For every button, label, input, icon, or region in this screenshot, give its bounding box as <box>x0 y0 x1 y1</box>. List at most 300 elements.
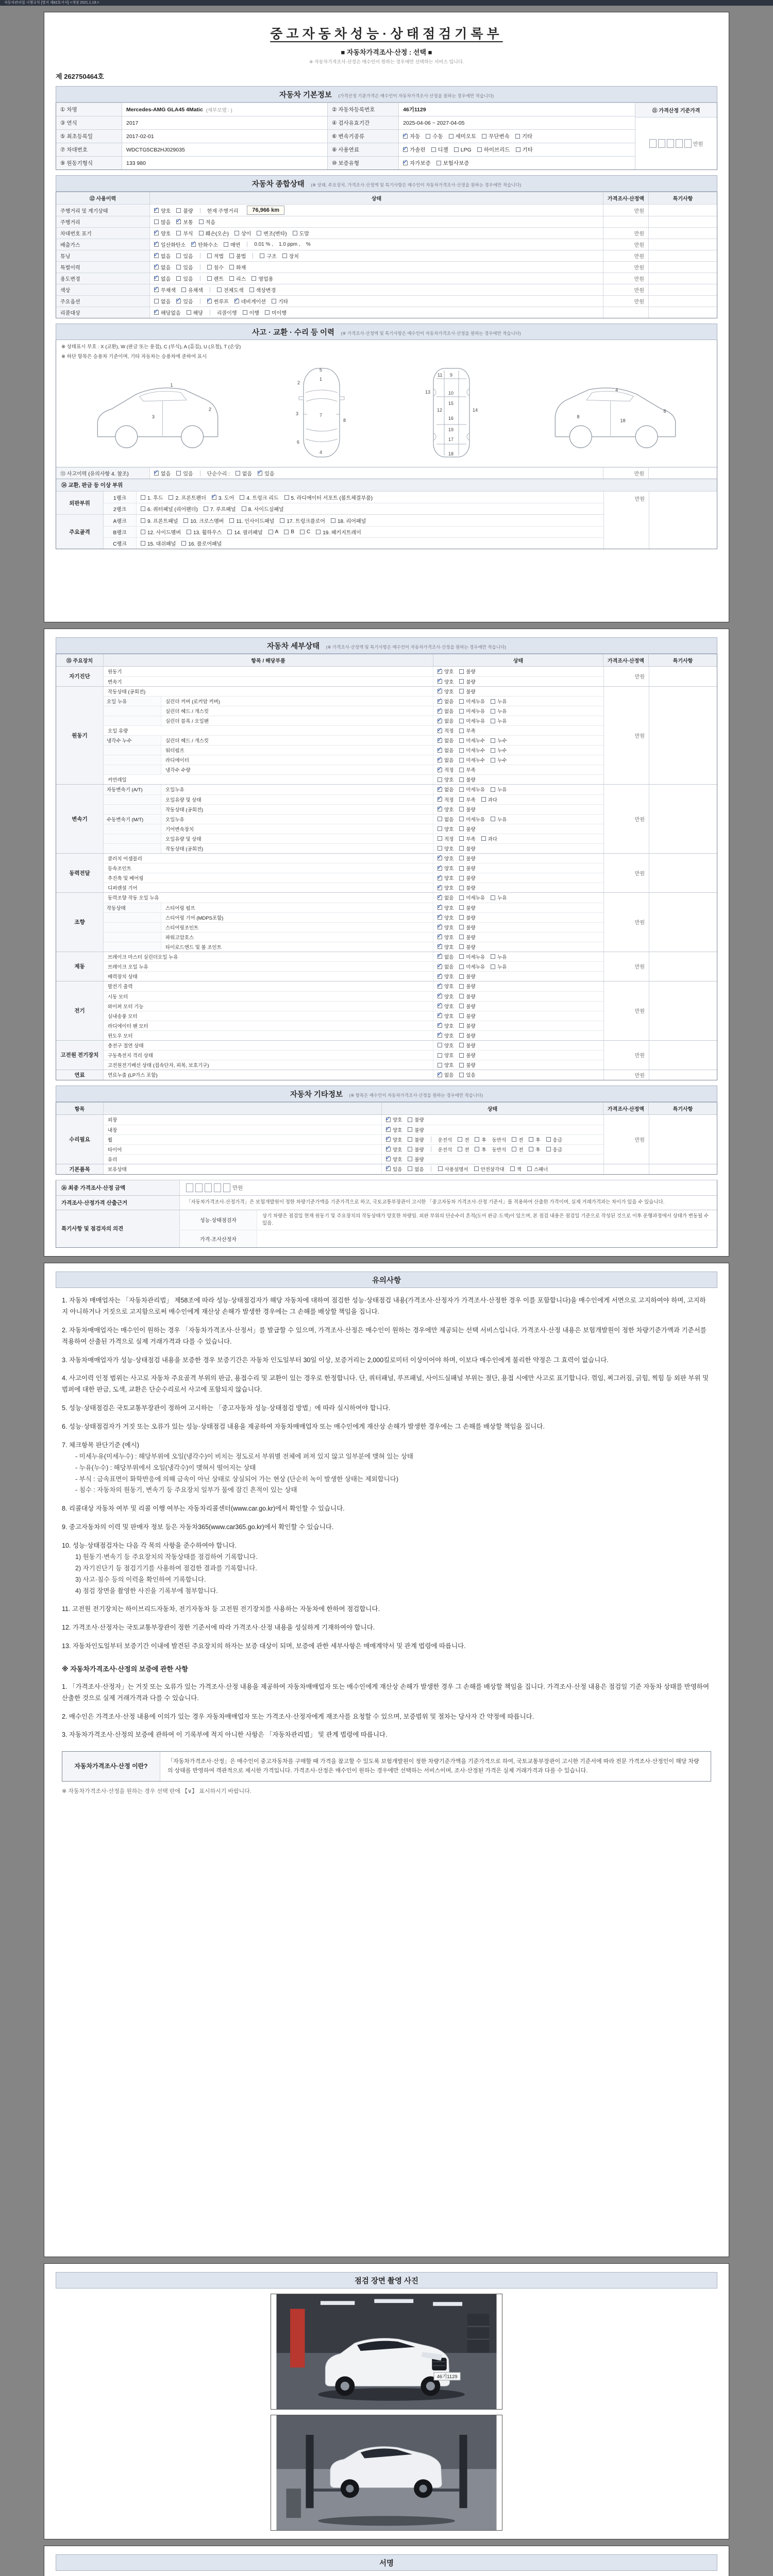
checkbox[interactable] <box>386 1127 391 1132</box>
row-label: 특별이력 <box>56 262 150 273</box>
checkbox[interactable] <box>459 935 464 939</box>
device-rows <box>104 952 603 981</box>
checkbox[interactable] <box>459 1043 464 1047</box>
checkbox[interactable] <box>438 1063 442 1067</box>
state-option <box>438 1022 453 1029</box>
checkbox[interactable] <box>438 709 442 714</box>
checkbox[interactable] <box>482 134 486 139</box>
checkbox[interactable] <box>154 253 159 258</box>
checkbox[interactable] <box>491 738 495 743</box>
checkbox[interactable] <box>491 964 495 969</box>
checkbox[interactable] <box>459 886 464 890</box>
section-notice-header <box>56 1272 717 1288</box>
checkbox[interactable] <box>240 495 244 500</box>
notice-item <box>62 1325 711 1348</box>
detail-table <box>56 654 717 1080</box>
checkbox[interactable] <box>282 253 287 258</box>
checkbox[interactable] <box>438 954 442 959</box>
item-state <box>433 933 603 942</box>
state-option <box>527 1165 548 1173</box>
form-reference: 자동차관리법 시행규칙 [별지 제82호서식] <개정 2021.1.19.> <box>0 0 773 6</box>
table-row <box>56 239 717 250</box>
checkbox[interactable] <box>516 147 520 152</box>
checkbox[interactable] <box>176 231 181 235</box>
checkbox[interactable] <box>154 299 159 303</box>
note-cell <box>649 205 717 216</box>
exchange-body <box>56 492 717 549</box>
checkbox[interactable] <box>459 787 464 792</box>
device-group-label: 기본품목 <box>56 1164 104 1174</box>
checkbox[interactable] <box>408 1147 412 1151</box>
checkbox[interactable] <box>176 276 181 281</box>
checkbox[interactable] <box>438 866 442 871</box>
state-option <box>154 218 171 226</box>
row-label: 차대번호 표기 <box>56 228 150 239</box>
section-comprehensive-header <box>56 175 717 192</box>
checkbox[interactable] <box>475 1147 479 1151</box>
checkbox[interactable] <box>272 299 276 303</box>
checkbox[interactable] <box>141 506 145 511</box>
checkbox[interactable] <box>181 541 186 546</box>
checkbox[interactable] <box>141 518 145 523</box>
checkbox[interactable] <box>438 1004 442 1008</box>
checkbox[interactable] <box>510 1166 515 1171</box>
state-option <box>386 1136 402 1143</box>
checkbox[interactable] <box>386 1157 391 1161</box>
checkbox[interactable] <box>176 299 181 303</box>
checkbox[interactable] <box>438 699 442 704</box>
state-option <box>474 1165 505 1173</box>
checkbox[interactable] <box>438 935 442 939</box>
checkbox[interactable] <box>141 541 145 546</box>
item-label: 디퍼렌셜 기어 <box>104 883 433 892</box>
checkbox[interactable] <box>293 231 297 235</box>
checkbox[interactable] <box>438 1166 443 1171</box>
checkbox[interactable] <box>438 787 442 792</box>
rank-rows <box>104 492 603 514</box>
checkbox[interactable] <box>459 895 464 900</box>
checkbox[interactable] <box>217 287 222 292</box>
checkbox[interactable] <box>459 856 464 860</box>
checkbox[interactable] <box>176 208 181 213</box>
checkbox[interactable] <box>207 276 212 281</box>
checkbox[interactable] <box>187 530 191 534</box>
checkbox[interactable] <box>438 689 442 693</box>
checkbox[interactable] <box>438 1023 442 1028</box>
checkbox[interactable] <box>154 219 159 224</box>
checkbox[interactable] <box>227 530 232 534</box>
checkbox[interactable] <box>438 777 442 782</box>
notice-subtext: - 누유(누수) : 해당부위에서 오일(냉각수)이 맺혀서 떨어지는 상태 <box>75 1464 256 1471</box>
checkbox[interactable] <box>529 1147 533 1151</box>
device-row <box>104 1134 603 1144</box>
checkbox[interactable] <box>438 974 442 979</box>
checkbox[interactable] <box>154 242 159 247</box>
checkbox[interactable] <box>474 1166 479 1171</box>
checkbox[interactable] <box>491 954 495 959</box>
checkbox[interactable] <box>459 1033 464 1038</box>
checkbox[interactable] <box>403 161 408 165</box>
checkbox[interactable] <box>300 530 305 534</box>
note-cell <box>649 1164 717 1174</box>
checkbox[interactable] <box>491 758 495 762</box>
checkbox[interactable] <box>459 905 464 910</box>
checkbox[interactable] <box>512 1137 516 1142</box>
checkbox[interactable] <box>224 242 228 247</box>
checkbox[interactable] <box>459 944 464 949</box>
option-label: 매연 <box>230 243 241 248</box>
checkbox[interactable] <box>408 1127 412 1132</box>
checkbox[interactable] <box>481 836 486 841</box>
price-cell: 만원 <box>603 296 649 307</box>
checkbox[interactable] <box>459 866 464 871</box>
checkbox[interactable] <box>438 669 442 674</box>
checkbox[interactable] <box>386 1117 391 1122</box>
checkbox[interactable] <box>176 219 181 224</box>
checkbox[interactable] <box>491 787 495 792</box>
checkbox[interactable] <box>249 287 254 292</box>
state-option <box>546 1146 562 1153</box>
checkbox[interactable] <box>176 253 181 258</box>
state-option <box>244 206 284 215</box>
state-option <box>491 894 507 901</box>
option-label: 기타 <box>522 133 533 140</box>
device-row <box>104 1041 603 1050</box>
checkbox[interactable] <box>491 709 495 714</box>
checkbox[interactable] <box>438 856 442 860</box>
checkbox[interactable] <box>265 310 270 315</box>
checkbox[interactable] <box>438 817 442 821</box>
state-option <box>224 241 240 248</box>
checkbox[interactable] <box>459 1053 464 1058</box>
rank-items <box>137 503 603 514</box>
checkbox[interactable] <box>154 208 159 213</box>
checkbox[interactable] <box>408 1117 412 1122</box>
state-option <box>491 816 507 823</box>
option-label: 2. 프론트펜더 <box>175 495 206 501</box>
checkbox[interactable] <box>438 679 442 684</box>
checkbox[interactable] <box>459 1063 464 1067</box>
checkbox[interactable] <box>459 768 464 772</box>
option-label: 양호 <box>444 1004 454 1010</box>
checkbox[interactable] <box>459 925 464 929</box>
checkbox[interactable] <box>546 1137 551 1142</box>
state-option <box>459 993 475 1000</box>
svg-text:10: 10 <box>448 391 454 396</box>
checkbox[interactable] <box>207 265 212 269</box>
option-label: 불량 <box>466 905 476 911</box>
checkbox[interactable] <box>515 134 520 139</box>
state-option <box>191 241 218 248</box>
state-option <box>459 698 485 705</box>
checkbox[interactable] <box>458 1147 462 1151</box>
checkbox[interactable] <box>459 876 464 880</box>
checkbox[interactable] <box>459 719 464 723</box>
state-option <box>234 297 266 305</box>
option-label: 누유 <box>497 964 507 970</box>
state-option <box>516 146 533 154</box>
price-digit-box <box>676 139 683 148</box>
checkbox[interactable] <box>491 895 495 900</box>
checkbox[interactable] <box>438 1053 442 1058</box>
price-notice-title: ※ 자동차가격조사·산정의 보증에 관한 사항 <box>62 1665 188 1673</box>
checkbox[interactable] <box>204 506 208 511</box>
checkbox[interactable] <box>212 495 216 500</box>
price-cell: 만원 <box>603 667 649 686</box>
checkbox[interactable] <box>229 276 234 281</box>
checkbox[interactable] <box>459 964 464 969</box>
checkbox[interactable] <box>426 134 430 139</box>
checkbox[interactable] <box>475 1137 479 1142</box>
checkbox[interactable] <box>512 1147 516 1151</box>
checkbox[interactable] <box>527 1166 532 1171</box>
item-label: 라디에이터 <box>161 755 433 765</box>
checkbox[interactable] <box>459 826 464 831</box>
checkbox[interactable] <box>229 518 234 523</box>
state-option <box>438 934 453 941</box>
checkbox[interactable] <box>491 719 495 723</box>
checkbox[interactable] <box>258 471 262 476</box>
checkbox[interactable] <box>284 530 289 534</box>
state-option <box>187 528 222 536</box>
state-option <box>438 874 453 882</box>
checkbox[interactable] <box>438 905 442 910</box>
checkbox[interactable] <box>438 886 442 890</box>
state-option <box>229 252 246 260</box>
checkbox[interactable] <box>284 495 289 500</box>
checkbox[interactable] <box>386 1166 391 1171</box>
option-label: 도말 <box>299 231 309 237</box>
checkbox[interactable] <box>154 310 159 315</box>
checkbox[interactable] <box>438 719 442 723</box>
checkbox[interactable] <box>154 276 159 281</box>
option-label: 불량 <box>466 669 476 675</box>
checkbox[interactable] <box>459 836 464 841</box>
checkbox[interactable] <box>251 276 256 281</box>
checkbox[interactable] <box>154 265 159 269</box>
checkbox[interactable] <box>438 1073 442 1077</box>
checkbox[interactable] <box>438 944 442 949</box>
checkbox[interactable] <box>257 231 261 235</box>
checkbox[interactable] <box>141 495 145 500</box>
checkbox[interactable] <box>459 974 464 979</box>
checkbox[interactable] <box>436 161 441 165</box>
section-photos-header <box>56 2272 717 2289</box>
checkbox[interactable] <box>438 915 442 920</box>
state-option <box>438 766 453 773</box>
state-option <box>431 146 448 154</box>
checkbox[interactable] <box>459 709 464 714</box>
checkbox[interactable] <box>459 1073 464 1077</box>
checkbox[interactable] <box>234 231 239 235</box>
checkbox[interactable] <box>438 994 442 998</box>
checkbox[interactable] <box>438 807 442 811</box>
checkbox[interactable] <box>438 876 442 880</box>
checkbox[interactable] <box>458 1137 462 1142</box>
checkbox[interactable] <box>481 797 486 802</box>
checkbox[interactable] <box>459 817 464 821</box>
checkbox[interactable] <box>199 231 204 235</box>
option-label: 이행 <box>249 311 259 316</box>
checkbox[interactable] <box>459 846 464 851</box>
state-option <box>209 287 211 293</box>
checkbox[interactable] <box>438 984 442 989</box>
checkbox[interactable] <box>438 846 442 851</box>
svg-text:9: 9 <box>450 372 453 378</box>
checkbox[interactable] <box>242 506 246 511</box>
checkbox[interactable] <box>491 817 495 821</box>
state-option <box>426 132 443 140</box>
option-label: 양호 <box>444 826 454 833</box>
notice-text: 13. 자동차인도일부터 보증기간 이내에 발견된 주요장치의 하자는 보증 대상이 되며, 보증에 관한 세부사항은 매매계약서 및 관계 법령에 따릅니다. <box>62 1642 466 1650</box>
checkbox[interactable] <box>438 895 442 900</box>
checkbox[interactable] <box>438 1033 442 1038</box>
checkbox[interactable] <box>207 299 212 303</box>
checkbox[interactable] <box>459 954 464 959</box>
state-option <box>491 698 507 705</box>
checkbox[interactable] <box>187 310 191 315</box>
state-option <box>438 698 453 705</box>
checkbox[interactable] <box>491 699 495 704</box>
checkbox[interactable] <box>403 134 408 139</box>
option-label: 보험사보증 <box>443 160 469 166</box>
checkbox[interactable] <box>459 807 464 811</box>
option-label: 있음 <box>183 265 193 271</box>
checkbox[interactable] <box>459 777 464 782</box>
option-label: 누유 <box>497 954 507 960</box>
device-row <box>104 922 603 932</box>
checkbox[interactable] <box>386 1147 391 1151</box>
checkbox[interactable] <box>176 471 181 476</box>
price-cell: 만원 <box>603 785 649 853</box>
option-label: 16. 플로어패널 <box>188 541 222 547</box>
item-label: 실린더 블록 / 오일팬 <box>161 716 433 725</box>
option-label: 유채색 <box>188 288 203 294</box>
checkbox[interactable] <box>546 1147 551 1151</box>
checkbox[interactable] <box>408 1166 412 1171</box>
checkbox[interactable] <box>459 797 464 802</box>
option-label: 훼손(오손) <box>205 231 229 237</box>
checkbox[interactable] <box>459 1023 464 1028</box>
option-label: 양호 <box>444 777 454 783</box>
checkbox[interactable] <box>280 518 284 523</box>
checkbox[interactable] <box>268 530 273 534</box>
checkbox[interactable] <box>438 1013 442 1018</box>
checkbox[interactable] <box>207 253 212 258</box>
checkbox[interactable] <box>459 1004 464 1008</box>
checkbox[interactable] <box>438 758 442 762</box>
checkbox[interactable] <box>438 1043 442 1047</box>
checkbox[interactable] <box>141 530 145 534</box>
checkbox[interactable] <box>459 984 464 989</box>
option-label: 불량 <box>466 944 476 951</box>
checkbox[interactable] <box>438 738 442 743</box>
checkbox[interactable] <box>438 728 442 733</box>
checkbox[interactable] <box>403 147 408 152</box>
checkbox[interactable] <box>459 728 464 733</box>
price-digit-box <box>214 1183 221 1192</box>
checkbox[interactable] <box>386 1137 391 1142</box>
checkbox[interactable] <box>181 287 186 292</box>
state-option <box>251 275 273 282</box>
item-label: 충전구 절연 상태 <box>104 1041 433 1050</box>
option-label: 있음 <box>183 277 193 282</box>
option-label: 있음 <box>183 299 193 305</box>
checkbox[interactable] <box>408 1137 412 1142</box>
checkbox[interactable] <box>459 689 464 693</box>
checkbox[interactable] <box>176 265 181 269</box>
checkbox[interactable] <box>438 925 442 929</box>
state-option <box>217 309 237 316</box>
item-state <box>433 1070 603 1080</box>
checkbox[interactable] <box>459 699 464 704</box>
state-option <box>227 528 262 536</box>
checkbox[interactable] <box>260 253 264 258</box>
checkbox[interactable] <box>454 147 459 152</box>
checkbox[interactable] <box>229 253 234 258</box>
checkbox[interactable] <box>438 826 442 831</box>
checkbox[interactable] <box>154 471 159 476</box>
checkbox[interactable] <box>459 994 464 998</box>
checkbox[interactable] <box>234 299 239 303</box>
checkbox[interactable] <box>431 147 436 152</box>
checkbox[interactable] <box>331 518 335 523</box>
note-cell <box>649 307 717 318</box>
checkbox[interactable] <box>449 134 453 139</box>
checkbox[interactable] <box>154 231 159 235</box>
checkbox[interactable] <box>459 915 464 920</box>
checkbox[interactable] <box>459 669 464 674</box>
checkbox[interactable] <box>459 758 464 762</box>
checkbox[interactable] <box>191 242 196 247</box>
checkbox[interactable] <box>229 265 234 269</box>
checkbox[interactable] <box>459 679 464 684</box>
checkbox[interactable] <box>529 1137 533 1142</box>
notice-item <box>62 1730 711 1741</box>
checkbox[interactable] <box>183 518 188 523</box>
note-cell <box>649 492 717 549</box>
col-note: 특기사항 <box>673 1107 693 1112</box>
checkbox[interactable] <box>154 287 159 292</box>
state-option <box>207 469 230 477</box>
state-option <box>529 1136 540 1143</box>
checkbox[interactable] <box>243 310 247 315</box>
checkbox[interactable] <box>316 530 321 534</box>
checkbox[interactable] <box>408 1157 412 1161</box>
checkbox[interactable] <box>438 748 442 753</box>
checkbox[interactable] <box>438 797 442 802</box>
state-option <box>459 953 485 960</box>
checkbox[interactable] <box>438 964 442 969</box>
checkbox[interactable] <box>438 768 442 772</box>
checkbox[interactable] <box>438 836 442 841</box>
state-option <box>438 1042 453 1049</box>
checkbox[interactable] <box>169 495 173 500</box>
state-option <box>169 494 206 501</box>
option-label: 없음 <box>444 787 454 793</box>
checkbox[interactable] <box>459 738 464 743</box>
state-option <box>438 973 453 980</box>
checkbox[interactable] <box>199 219 204 224</box>
checkbox[interactable] <box>236 471 240 476</box>
state-option <box>408 1136 424 1143</box>
checkbox[interactable] <box>477 147 482 152</box>
device-rows <box>104 1115 603 1164</box>
checkbox[interactable] <box>459 1013 464 1018</box>
checkbox[interactable] <box>491 748 495 753</box>
item-label: 파워고압호스 <box>161 933 433 942</box>
checkbox[interactable] <box>459 748 464 753</box>
